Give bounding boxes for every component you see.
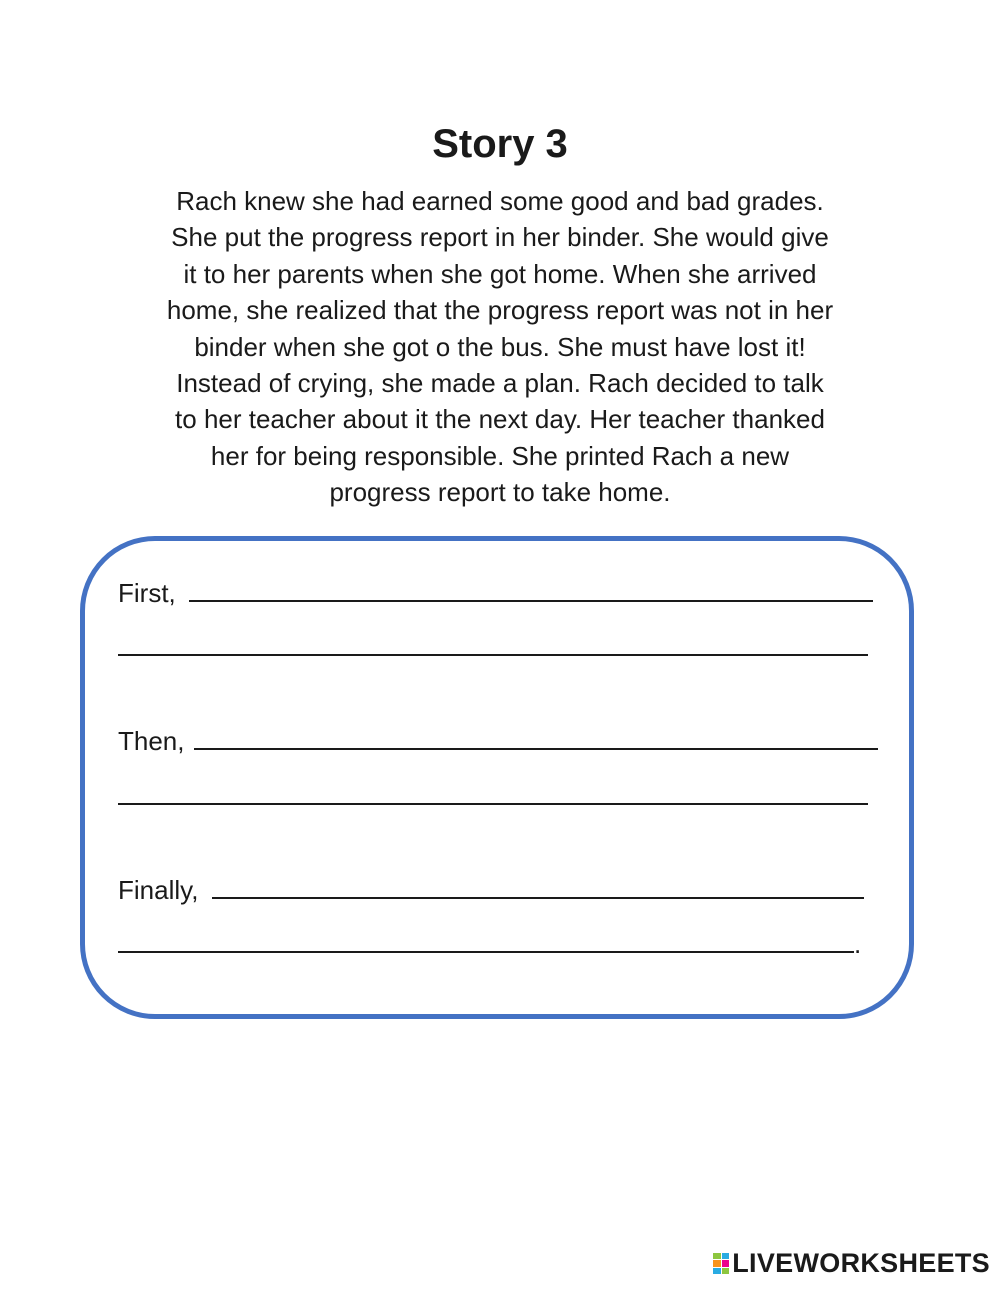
first-row xyxy=(118,574,873,609)
finally-continuation-row xyxy=(118,925,861,960)
story-paragraph xyxy=(100,183,900,511)
first-label: First, xyxy=(118,578,176,608)
liveworksheets-logo xyxy=(713,1248,990,1279)
logo-text: LIVEWORKSHEETS xyxy=(732,1248,990,1278)
page-title: Story 3 xyxy=(432,122,568,166)
then-answer-blank[interactable] xyxy=(194,722,878,750)
story-line: her for being responsible. She printed Rach a new xyxy=(210,440,790,471)
story-line: She put the progress report in her binder. She would give xyxy=(171,222,829,253)
then-continuation-row xyxy=(118,777,868,812)
finally-answer-blank[interactable] xyxy=(212,871,864,899)
finally-label: Finally, xyxy=(118,875,199,905)
story-line: Instead of crying, she made a plan. Rach decided to talk xyxy=(176,368,824,399)
finally-row xyxy=(118,871,864,906)
story-line: home, she realized that the progress report was not in her xyxy=(166,295,834,326)
then-label: Then, xyxy=(118,726,185,756)
then-row xyxy=(118,722,878,757)
liveworksheets-logo-icon xyxy=(713,1253,729,1275)
first-answer-blank[interactable] xyxy=(189,574,873,602)
story-line: Rach knew she had earned some good and bad grades. xyxy=(176,186,824,216)
story-line: to her teacher about it the next day. Her teacher thanked xyxy=(175,404,825,435)
end-period: . xyxy=(854,929,862,959)
first-answer-blank-2[interactable] xyxy=(118,628,868,656)
then-answer-blank-2[interactable] xyxy=(118,777,868,805)
story-line: it to her parents when she got home. When she arrived xyxy=(183,258,817,289)
story-line: progress report to take home. xyxy=(329,477,671,508)
first-continuation-row xyxy=(118,628,868,663)
story-line: binder when she got o the bus. She must have lost it! xyxy=(194,331,806,362)
finally-answer-blank-2[interactable] xyxy=(118,925,854,953)
